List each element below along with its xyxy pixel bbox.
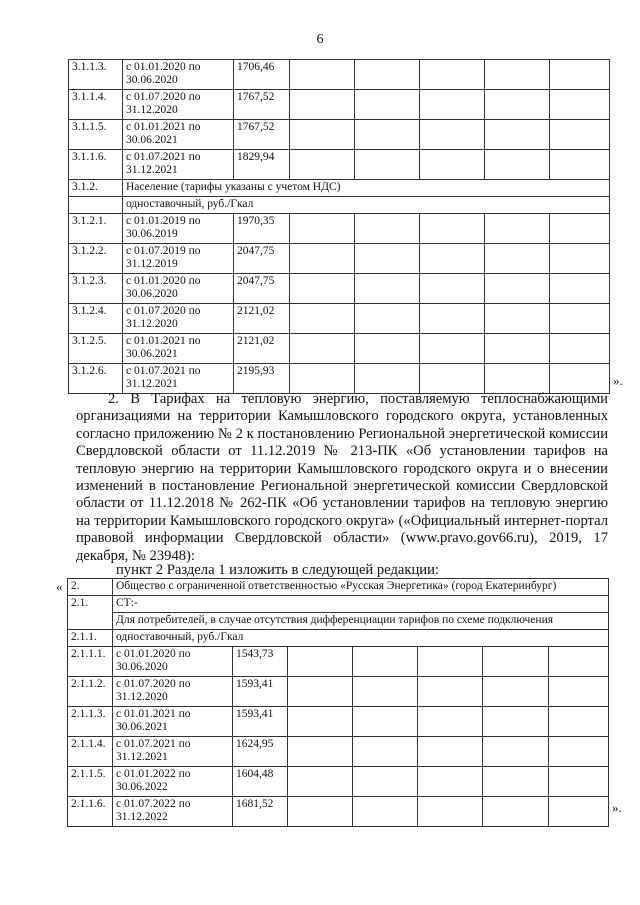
- empty-cell: [485, 364, 550, 394]
- empty-cell: [485, 120, 550, 150]
- row-value: 1970,35: [234, 214, 290, 244]
- row-value: 2047,75: [234, 244, 290, 274]
- row-period: с 01.01.2021 по 30.06.2021: [113, 707, 233, 737]
- empty-cell: [485, 60, 550, 90]
- empty-cell: [550, 120, 610, 150]
- section-code: 3.1.2.: [69, 180, 123, 197]
- empty-cell: [290, 60, 355, 90]
- table-row: [68, 767, 609, 797]
- empty-cell: [483, 647, 549, 677]
- row-value: 1593,41: [233, 677, 288, 707]
- empty-cell: [355, 304, 420, 334]
- row-code: 3.1.1.4.: [69, 90, 123, 120]
- empty-cell: [485, 274, 550, 304]
- empty-cell: [483, 737, 549, 767]
- table-row: [69, 150, 610, 180]
- empty-cell: [288, 677, 353, 707]
- empty-cell: [485, 334, 550, 364]
- empty-cell: [290, 274, 355, 304]
- row-value: 1543,73: [233, 647, 288, 677]
- empty-cell: [353, 677, 418, 707]
- empty-cell: [290, 244, 355, 274]
- empty-cell: [549, 707, 609, 737]
- row-value: 2121,02: [234, 304, 290, 334]
- table-row: [69, 90, 610, 120]
- row-code: 2.1.1.6.: [68, 797, 113, 827]
- table-row: [68, 647, 609, 677]
- row-code: 3.1.2.1.: [69, 214, 123, 244]
- empty-cell: [355, 244, 420, 274]
- row-code: 3.1.1.5.: [69, 120, 123, 150]
- empty-cell: [353, 797, 418, 827]
- closing-quote-1: ».: [613, 373, 623, 388]
- row-period: с 01.01.2021 по 30.06.2021: [123, 120, 234, 150]
- empty-cell: [420, 214, 485, 244]
- empty-cell: [483, 797, 549, 827]
- empty-cell: [355, 334, 420, 364]
- empty-cell: [485, 150, 550, 180]
- empty-cell: [355, 90, 420, 120]
- empty-cell: [418, 737, 483, 767]
- empty-cell: [549, 737, 609, 767]
- empty-cell: [355, 274, 420, 304]
- org-code: 2.: [68, 579, 113, 596]
- section-title: Население (тарифы указаны с учетом НДС): [123, 180, 610, 197]
- empty-cell: [550, 90, 610, 120]
- group-note: Для потребителей, в случае отсутствия дифференциации тарифов по схеме подключения: [113, 613, 609, 630]
- empty-cell: [290, 214, 355, 244]
- empty-cell: [355, 150, 420, 180]
- opening-quote-2: «: [56, 579, 63, 594]
- row-code: 2.1.1.4.: [68, 737, 113, 767]
- subgroup-name: одноставочный, руб./Гкал: [113, 630, 609, 647]
- empty-cell: [288, 707, 353, 737]
- table2-rows: [68, 647, 609, 827]
- row-period: с 01.07.2020 по 31.12.2020: [113, 677, 233, 707]
- tariff-table-1: [68, 59, 610, 394]
- table-row: [69, 60, 610, 90]
- table-row: [69, 304, 610, 334]
- empty-cell: [420, 120, 485, 150]
- empty-cell: [420, 60, 485, 90]
- empty-cell: [420, 274, 485, 304]
- row-code: 2.1.1.5.: [68, 767, 113, 797]
- empty-cell: [418, 767, 483, 797]
- table-row: [69, 244, 610, 274]
- paragraph-text: 2. В Тарифах на тепловую энергию, поставляемую теплоснабжающими организациями на территории Камышловского городского округа, установленных согласно приложению № 2 к постановлению Региональной энергетической комиссии Свердловской области от 11.12.2019 № 213-ПК «Об установлении тарифов на тепловую энергию на территории Камышловского городского округа и о внесении изменений в постановление Региональной энергетической комиссии Свердловской области от 11.12.2018 № 262-ПК «Об установлении тарифов на тепловую энергию на территории Камышловского городского округа» («Официальный интернет-портал правовой информации Свердловской области» (www.pravo.gov66.ru), 2019, 17 декабря, № 23948):: [76, 391, 608, 564]
- empty-cell: [550, 364, 610, 394]
- table-row: [68, 707, 609, 737]
- amendment-paragraph: [76, 391, 608, 565]
- row-period: с 01.07.2021 по 31.12.2021: [113, 737, 233, 767]
- subgroup-code: 2.1.1.: [68, 630, 113, 647]
- empty-cell: [549, 797, 609, 827]
- row-code: 3.1.2.4.: [69, 304, 123, 334]
- table-row: [69, 120, 610, 150]
- empty-cell: [418, 797, 483, 827]
- org-name: Общество с ограниченной ответственностью «Русская Энергетика» (город Екатеринбург): [113, 579, 609, 596]
- table2-header: [68, 579, 609, 647]
- row-value: 1706,46: [234, 60, 290, 90]
- row-period: с 01.01.2020 по 30.06.2020: [123, 274, 234, 304]
- table-row: [68, 677, 609, 707]
- empty-cell: [485, 214, 550, 244]
- row-value: 2121,02: [234, 334, 290, 364]
- row-code: 3.1.2.2.: [69, 244, 123, 274]
- empty-cell: [290, 150, 355, 180]
- row-value: 1767,52: [234, 90, 290, 120]
- empty-cell: [550, 150, 610, 180]
- row-value: 1624,95: [233, 737, 288, 767]
- group-code: 2.1.: [68, 596, 113, 630]
- empty-cell: [549, 677, 609, 707]
- empty-cell: [550, 334, 610, 364]
- row-value: 1681,52: [233, 797, 288, 827]
- empty-cell: [550, 274, 610, 304]
- table1-section-header: [69, 180, 610, 214]
- empty-cell: [550, 304, 610, 334]
- empty-cell: [420, 150, 485, 180]
- empty-cell: [353, 647, 418, 677]
- empty-cell: [420, 364, 485, 394]
- table-row: [69, 364, 610, 394]
- group-name: СТ:-: [113, 596, 609, 613]
- empty-cell: [355, 60, 420, 90]
- empty-cell: [288, 767, 353, 797]
- empty-cell: [549, 767, 609, 797]
- row-period: с 01.01.2020 по 30.06.2020: [123, 60, 234, 90]
- empty-cell: [420, 304, 485, 334]
- empty-cell: [420, 90, 485, 120]
- empty-cell: [550, 214, 610, 244]
- empty-cell: [418, 647, 483, 677]
- empty-cell: [550, 244, 610, 274]
- row-period: с 01.01.2020 по 30.06.2020: [113, 647, 233, 677]
- empty-cell: [290, 364, 355, 394]
- section-subtitle: одноставочный, руб./Гкал: [123, 197, 610, 214]
- empty-cell: [485, 304, 550, 334]
- section-sub-empty: [69, 197, 123, 214]
- page-number: 6: [316, 32, 324, 47]
- empty-cell: [288, 797, 353, 827]
- row-period: с 01.07.2021 по 31.12.2021: [123, 364, 234, 394]
- empty-cell: [353, 767, 418, 797]
- row-value: 1829,94: [234, 150, 290, 180]
- row-value: 1604,48: [233, 767, 288, 797]
- empty-cell: [483, 677, 549, 707]
- empty-cell: [353, 737, 418, 767]
- table-row: [68, 797, 609, 827]
- row-code: 3.1.2.5.: [69, 334, 123, 364]
- empty-cell: [288, 647, 353, 677]
- empty-cell: [485, 244, 550, 274]
- row-period: с 01.07.2019 по 31.12.2019: [123, 244, 234, 274]
- item-line: пункт 2 Раздела 1 изложить в следующей редакции:: [116, 562, 439, 578]
- empty-cell: [418, 677, 483, 707]
- tariff-table-2: [67, 578, 609, 827]
- table1-rows-block-a: [69, 60, 610, 180]
- row-code: 3.1.2.6.: [69, 364, 123, 394]
- empty-cell: [353, 707, 418, 737]
- row-code: 3.1.1.3.: [69, 60, 123, 90]
- row-code: 2.1.1.3.: [68, 707, 113, 737]
- row-code: 3.1.2.3.: [69, 274, 123, 304]
- table-row: [69, 214, 610, 244]
- empty-cell: [355, 120, 420, 150]
- empty-cell: [290, 304, 355, 334]
- empty-cell: [288, 737, 353, 767]
- empty-cell: [290, 120, 355, 150]
- empty-cell: [420, 244, 485, 274]
- table-row: [68, 737, 609, 767]
- empty-cell: [355, 214, 420, 244]
- empty-cell: [549, 647, 609, 677]
- empty-cell: [485, 90, 550, 120]
- empty-cell: [290, 90, 355, 120]
- row-period: с 01.01.2021 по 30.06.2021: [123, 334, 234, 364]
- row-code: 2.1.1.1.: [68, 647, 113, 677]
- empty-cell: [550, 60, 610, 90]
- empty-cell: [355, 364, 420, 394]
- table-row: [69, 334, 610, 364]
- row-code: 2.1.1.2.: [68, 677, 113, 707]
- row-value: 2047,75: [234, 274, 290, 304]
- row-period: с 01.01.2019 по 30.06.2019: [123, 214, 234, 244]
- row-period: с 01.07.2020 по 31.12.2020: [123, 90, 234, 120]
- row-period: с 01.07.2022 по 31.12.2022: [113, 797, 233, 827]
- table-row: [69, 274, 610, 304]
- table1-rows-block-b: [69, 214, 610, 394]
- empty-cell: [290, 334, 355, 364]
- empty-cell: [418, 707, 483, 737]
- row-value: 2195,93: [234, 364, 290, 394]
- row-code: 3.1.1.6.: [69, 150, 123, 180]
- closing-quote-2: ».: [612, 800, 622, 815]
- empty-cell: [483, 707, 549, 737]
- row-period: с 01.01.2022 по 30.06.2022: [113, 767, 233, 797]
- empty-cell: [420, 334, 485, 364]
- row-period: с 01.07.2020 по 31.12.2020: [123, 304, 234, 334]
- row-period: с 01.07.2021 по 31.12.2021: [123, 150, 234, 180]
- empty-cell: [483, 767, 549, 797]
- row-value: 1767,52: [234, 120, 290, 150]
- row-value: 1593,41: [233, 707, 288, 737]
